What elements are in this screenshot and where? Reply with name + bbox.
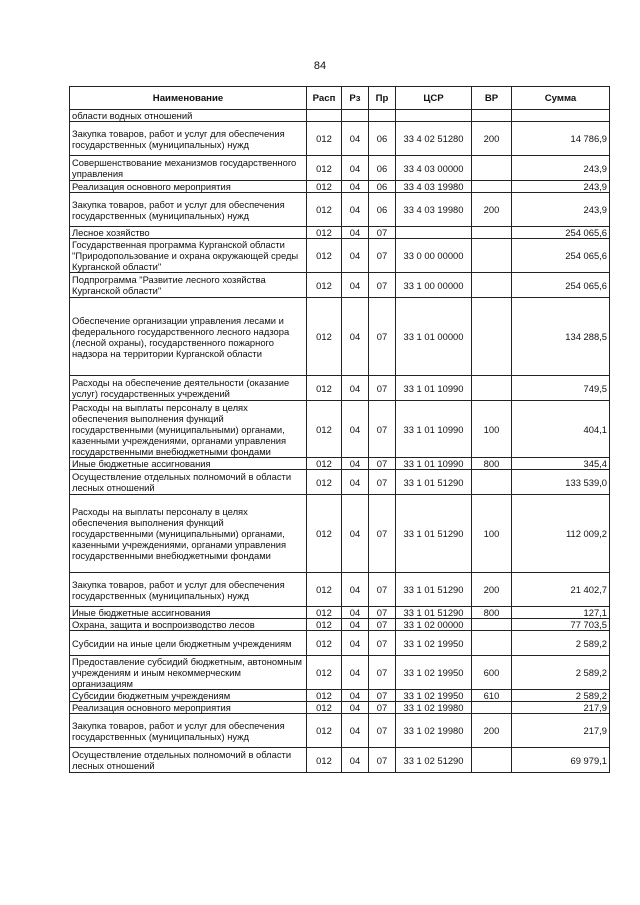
cell-vr: 200 <box>472 122 512 156</box>
cell-name: Осуществление отдельных полномочий в области лесных отношений <box>70 470 307 495</box>
cell-sum: 134 288,5 <box>512 298 610 376</box>
cell-pr: 06 <box>369 193 396 227</box>
table-row <box>70 181 610 193</box>
cell-rz: 04 <box>342 702 369 714</box>
cell-pr: 07 <box>369 607 396 619</box>
cell-name: Предоставление субсидий бюджетным, автономным учреждениям и иным некоммерческим организациям <box>70 656 307 690</box>
cell-name: Осуществление отдельных полномочий в области лесных отношений <box>70 748 307 773</box>
cell-sum: 2 589,2 <box>512 690 610 702</box>
cell-name: Охрана, защита и воспроизводство лесов <box>70 619 307 631</box>
cell-csr: 33 4 02 51280 <box>396 122 472 156</box>
cell-rz: 04 <box>342 401 369 458</box>
table-row <box>70 470 610 495</box>
cell-csr: 33 1 01 51290 <box>396 607 472 619</box>
cell-csr: 33 1 01 10990 <box>396 458 472 470</box>
cell-rasp: 012 <box>307 181 342 193</box>
cell-pr: 06 <box>369 122 396 156</box>
cell-vr: 610 <box>472 690 512 702</box>
cell-rz: 04 <box>342 227 369 239</box>
cell-rasp: 012 <box>307 273 342 298</box>
cell-rz: 04 <box>342 631 369 656</box>
cell-rasp: 012 <box>307 631 342 656</box>
cell-csr: 33 4 03 00000 <box>396 156 472 181</box>
table-row <box>70 239 610 273</box>
cell-sum: 254 065,6 <box>512 239 610 273</box>
cell-rz: 04 <box>342 239 369 273</box>
cell-csr: 33 4 03 19980 <box>396 193 472 227</box>
cell-sum: 345,4 <box>512 458 610 470</box>
cell-vr: 200 <box>472 193 512 227</box>
table-row <box>70 690 610 702</box>
cell-sum: 69 979,1 <box>512 748 610 773</box>
cell-pr: 07 <box>369 401 396 458</box>
cell-pr <box>369 110 396 122</box>
cell-csr <box>396 227 472 239</box>
cell-rz: 04 <box>342 495 369 573</box>
header-vr: ВР <box>472 87 512 110</box>
cell-pr: 07 <box>369 702 396 714</box>
cell-pr: 07 <box>369 748 396 773</box>
cell-vr <box>472 227 512 239</box>
cell-rasp: 012 <box>307 619 342 631</box>
cell-rasp: 012 <box>307 748 342 773</box>
cell-vr <box>472 273 512 298</box>
cell-pr: 07 <box>369 690 396 702</box>
cell-csr: 33 1 01 51290 <box>396 470 472 495</box>
cell-vr <box>472 298 512 376</box>
cell-rasp: 012 <box>307 690 342 702</box>
cell-csr: 33 1 02 19950 <box>396 656 472 690</box>
table-row <box>70 748 610 773</box>
cell-rasp: 012 <box>307 122 342 156</box>
table-row <box>70 227 610 239</box>
table-row <box>70 607 610 619</box>
cell-pr: 07 <box>369 470 396 495</box>
cell-sum: 21 402,7 <box>512 573 610 607</box>
cell-sum: 243,9 <box>512 156 610 181</box>
cell-vr: 800 <box>472 458 512 470</box>
cell-rasp: 012 <box>307 470 342 495</box>
cell-vr <box>472 181 512 193</box>
cell-vr: 200 <box>472 573 512 607</box>
cell-csr: 33 1 00 00000 <box>396 273 472 298</box>
cell-rz: 04 <box>342 122 369 156</box>
header-pr: Пр <box>369 87 396 110</box>
cell-csr <box>396 110 472 122</box>
cell-vr: 200 <box>472 714 512 748</box>
cell-rasp: 012 <box>307 376 342 401</box>
cell-vr <box>472 619 512 631</box>
cell-csr: 33 1 01 00000 <box>396 298 472 376</box>
cell-rz: 04 <box>342 470 369 495</box>
cell-rz: 04 <box>342 181 369 193</box>
table-row <box>70 631 610 656</box>
cell-rz: 04 <box>342 156 369 181</box>
cell-rz: 04 <box>342 656 369 690</box>
table-row <box>70 193 610 227</box>
cell-csr: 33 1 02 51290 <box>396 748 472 773</box>
cell-name: Иные бюджетные ассигнования <box>70 458 307 470</box>
cell-vr: 100 <box>472 401 512 458</box>
cell-name: Закупка товаров, работ и услуг для обеспечения государственных (муниципальных) нужд <box>70 573 307 607</box>
cell-vr <box>472 748 512 773</box>
cell-rasp: 012 <box>307 656 342 690</box>
cell-sum: 77 703,5 <box>512 619 610 631</box>
cell-vr <box>472 376 512 401</box>
cell-name: Расходы на обеспечение деятельности (оказание услуг) государственных учреждений <box>70 376 307 401</box>
cell-rz: 04 <box>342 690 369 702</box>
cell-name: Расходы на выплаты персоналу в целях обеспечения выполнения функций государственными (муниципальными) органами, казенными учреждениями, органами управления государственными внебюджетными фондами <box>70 401 307 458</box>
table-header-row <box>70 87 610 110</box>
cell-sum <box>512 110 610 122</box>
cell-csr: 33 1 02 19950 <box>396 690 472 702</box>
cell-pr: 06 <box>369 156 396 181</box>
cell-pr: 07 <box>369 227 396 239</box>
cell-pr: 07 <box>369 495 396 573</box>
header-name: Наименование <box>70 87 307 110</box>
table-row <box>70 458 610 470</box>
cell-csr: 33 1 02 19950 <box>396 631 472 656</box>
cell-csr: 33 1 01 10990 <box>396 401 472 458</box>
cell-name: Расходы на выплаты персоналу в целях обеспечения выполнения функций государственными (муниципальными) органами, казенными учреждениями, органами управления государственными внебюджетными фондами <box>70 495 307 573</box>
cell-sum: 112 009,2 <box>512 495 610 573</box>
page-number: 84 <box>313 60 327 72</box>
header-rasp: Расп <box>307 87 342 110</box>
cell-rz: 04 <box>342 458 369 470</box>
cell-rz: 04 <box>342 273 369 298</box>
cell-pr: 07 <box>369 273 396 298</box>
cell-sum: 127,1 <box>512 607 610 619</box>
table-row <box>70 122 610 156</box>
cell-vr: 600 <box>472 656 512 690</box>
cell-name: Субсидии на иные цели бюджетным учреждениям <box>70 631 307 656</box>
cell-rasp: 012 <box>307 702 342 714</box>
cell-name: Реализация основного мероприятия <box>70 181 307 193</box>
table-row <box>70 401 610 458</box>
cell-vr <box>472 239 512 273</box>
cell-pr: 06 <box>369 181 396 193</box>
cell-pr: 07 <box>369 239 396 273</box>
cell-name: Закупка товаров, работ и услуг для обеспечения государственных (муниципальных) нужд <box>70 193 307 227</box>
cell-rasp <box>307 110 342 122</box>
cell-vr <box>472 631 512 656</box>
header-sum: Сумма <box>512 87 610 110</box>
table-row <box>70 573 610 607</box>
cell-pr: 07 <box>369 631 396 656</box>
cell-rasp: 012 <box>307 458 342 470</box>
cell-sum: 14 786,9 <box>512 122 610 156</box>
table-row <box>70 156 610 181</box>
cell-sum: 217,9 <box>512 702 610 714</box>
table-row <box>70 656 610 690</box>
cell-sum: 404,1 <box>512 401 610 458</box>
cell-name: Субсидии бюджетным учреждениям <box>70 690 307 702</box>
cell-pr: 07 <box>369 376 396 401</box>
cell-sum: 133 539,0 <box>512 470 610 495</box>
cell-rz: 04 <box>342 714 369 748</box>
cell-name: Совершенствование механизмов государственного управления <box>70 156 307 181</box>
cell-rasp: 012 <box>307 495 342 573</box>
table-row <box>70 110 610 122</box>
cell-vr <box>472 110 512 122</box>
cell-sum: 243,9 <box>512 193 610 227</box>
table-row <box>70 619 610 631</box>
cell-rz: 04 <box>342 619 369 631</box>
cell-sum: 254 065,6 <box>512 227 610 239</box>
cell-rz: 04 <box>342 607 369 619</box>
table-row <box>70 273 610 298</box>
cell-csr: 33 4 03 19980 <box>396 181 472 193</box>
cell-sum: 217,9 <box>512 714 610 748</box>
cell-csr: 33 1 01 51290 <box>396 495 472 573</box>
cell-name: Обеспечение организации управления лесами и федерального государственного лесного надзора (лесной охраны), государственного пожарного надзора на территории Курганской области <box>70 298 307 376</box>
cell-name: Закупка товаров, работ и услуг для обеспечения государственных (муниципальных) нужд <box>70 714 307 748</box>
cell-csr: 33 1 02 19980 <box>396 714 472 748</box>
cell-rasp: 012 <box>307 227 342 239</box>
cell-pr: 07 <box>369 573 396 607</box>
cell-rasp: 012 <box>307 239 342 273</box>
cell-sum: 243,9 <box>512 181 610 193</box>
cell-csr: 33 1 01 10990 <box>396 376 472 401</box>
cell-vr <box>472 702 512 714</box>
cell-name: Закупка товаров, работ и услуг для обеспечения государственных (муниципальных) нужд <box>70 122 307 156</box>
cell-name: Государственная программа Курганской области "Природопользование и охрана окружающей среды Курганской области" <box>70 239 307 273</box>
cell-csr: 33 1 02 19980 <box>396 702 472 714</box>
table-row <box>70 714 610 748</box>
cell-rz: 04 <box>342 376 369 401</box>
cell-pr: 07 <box>369 619 396 631</box>
cell-name: Реализация основного мероприятия <box>70 702 307 714</box>
table-row <box>70 495 610 573</box>
cell-name: области водных отношений <box>70 110 307 122</box>
cell-rz: 04 <box>342 573 369 607</box>
table-body <box>70 110 610 773</box>
cell-rasp: 012 <box>307 714 342 748</box>
cell-rasp: 012 <box>307 401 342 458</box>
cell-rz <box>342 110 369 122</box>
table-row <box>70 702 610 714</box>
table-row <box>70 376 610 401</box>
header-csr: ЦСР <box>396 87 472 110</box>
cell-vr <box>472 470 512 495</box>
cell-name: Иные бюджетные ассигнования <box>70 607 307 619</box>
cell-rz: 04 <box>342 748 369 773</box>
cell-vr <box>472 156 512 181</box>
cell-pr: 07 <box>369 656 396 690</box>
cell-csr: 33 1 02 00000 <box>396 619 472 631</box>
cell-name: Подпрограмма "Развитие лесного хозяйства Курганской области" <box>70 273 307 298</box>
cell-csr: 33 1 01 51290 <box>396 573 472 607</box>
budget-table <box>69 86 610 773</box>
cell-sum: 2 589,2 <box>512 656 610 690</box>
cell-sum: 254 065,6 <box>512 273 610 298</box>
cell-sum: 2 589,2 <box>512 631 610 656</box>
cell-name: Лесное хозяйство <box>70 227 307 239</box>
cell-pr: 07 <box>369 298 396 376</box>
cell-rasp: 012 <box>307 156 342 181</box>
cell-pr: 07 <box>369 714 396 748</box>
cell-csr: 33 0 00 00000 <box>396 239 472 273</box>
cell-rasp: 012 <box>307 607 342 619</box>
cell-pr: 07 <box>369 458 396 470</box>
cell-vr: 100 <box>472 495 512 573</box>
cell-rasp: 012 <box>307 298 342 376</box>
cell-rasp: 012 <box>307 193 342 227</box>
cell-vr: 800 <box>472 607 512 619</box>
cell-sum: 749,5 <box>512 376 610 401</box>
table-row <box>70 298 610 376</box>
cell-rz: 04 <box>342 298 369 376</box>
header-rz: Рз <box>342 87 369 110</box>
cell-rasp: 012 <box>307 573 342 607</box>
cell-rz: 04 <box>342 193 369 227</box>
